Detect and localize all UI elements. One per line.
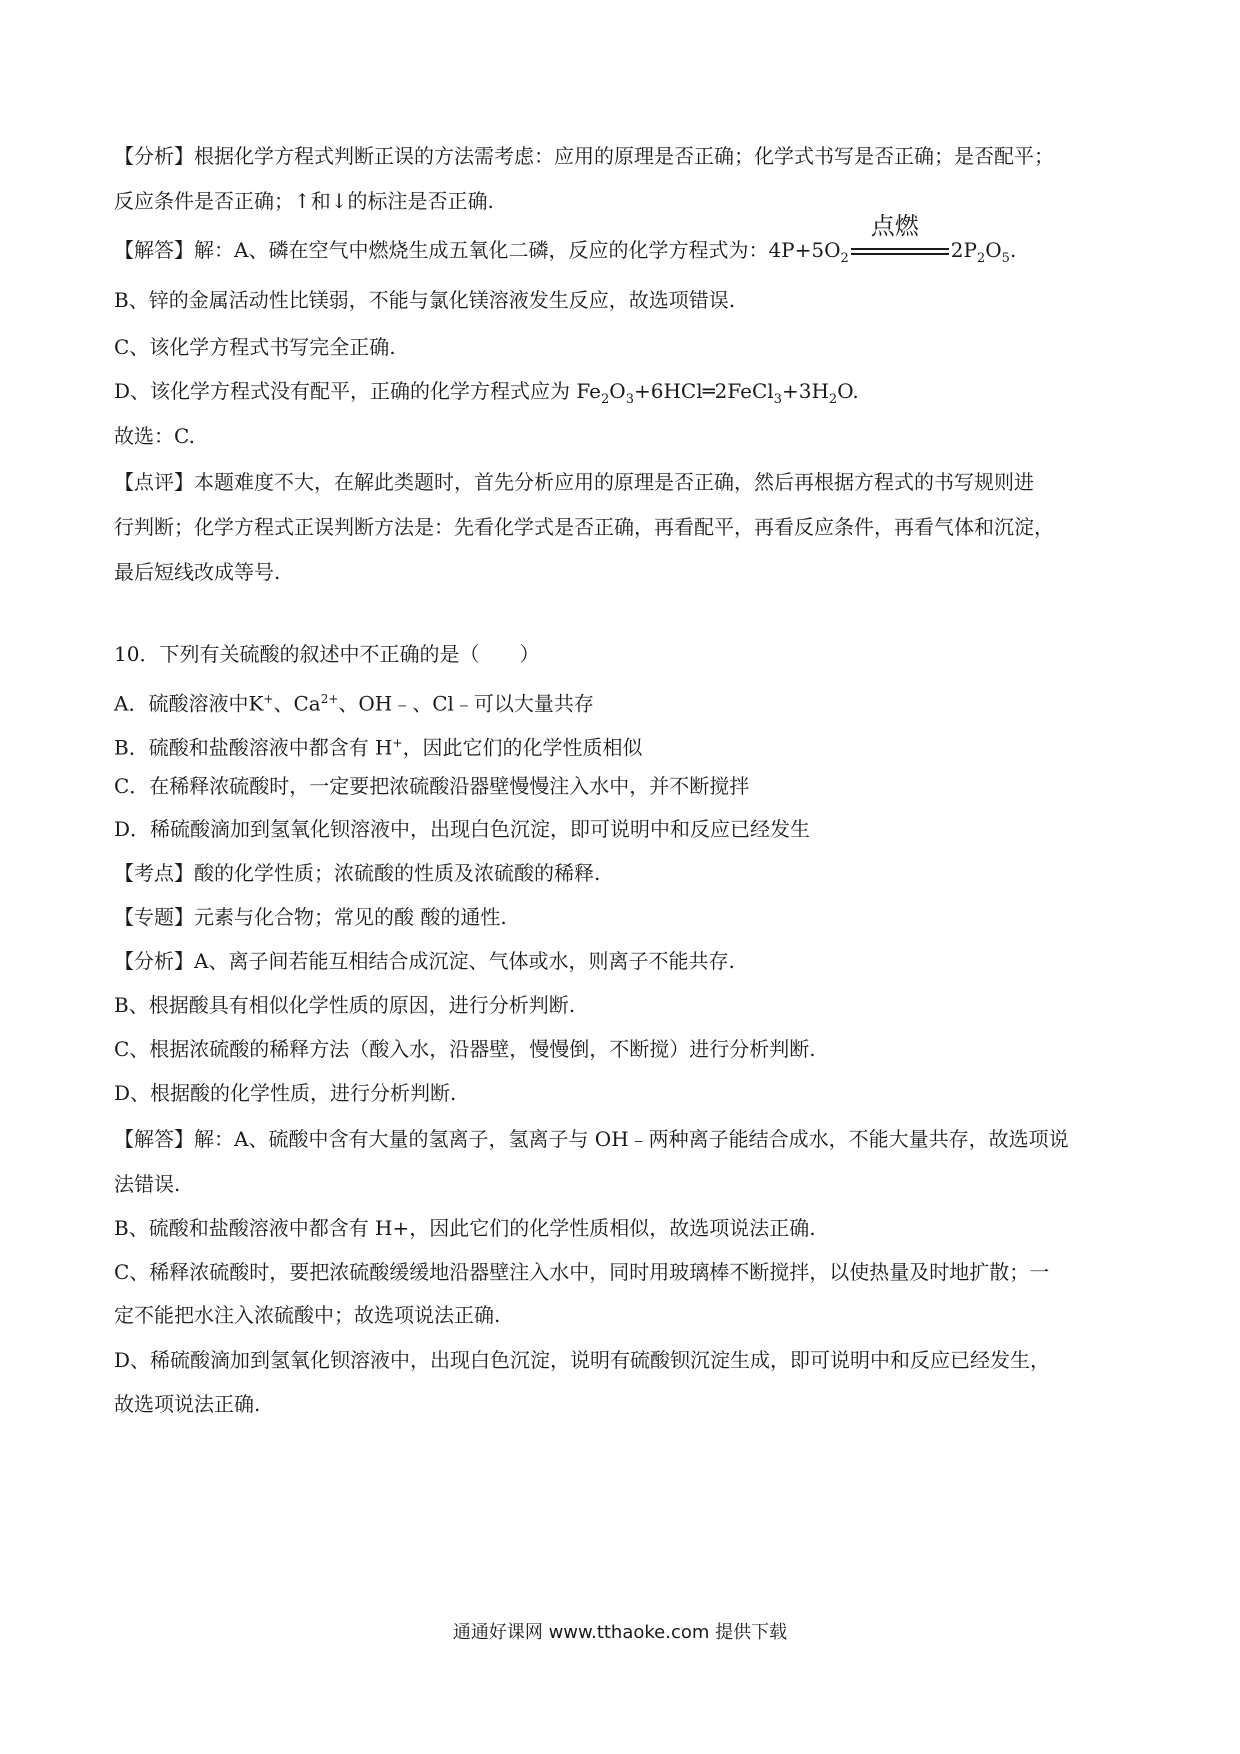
q10-analysis-c: C、根据浓硫酸的稀释方法（酸入水，沿器壁，慢慢倒，不断搅）进行分析判断. (114, 1037, 816, 1061)
answer-equation-prefix: 【解答】解：A、磷在空气中燃烧生成五氧化二磷，反应的化学方程式为：4P+5O (114, 238, 841, 262)
option-a-prefix: A．硫酸溶液中K (114, 691, 264, 716)
reaction-condition: 点燃 (870, 211, 919, 240)
zhuanti: 【专题】元素与化合物；常见的酸 酸的通性. (114, 905, 507, 929)
kaodian: 【考点】酸的化学性质；浓硫酸的性质及浓硫酸的稀释. (114, 861, 601, 885)
question-10-stem: 10．下列有关硫酸的叙述中不正确的是（ ） (114, 642, 540, 666)
comment-line-2: 行判断；化学方程式正误判断方法是：先看化学式是否正确，再看配平，再看反应条件，再看气体和沉淀， (114, 515, 1054, 539)
q10-analysis-b: B、根据酸具有相似化学性质的原因，进行分析判断. (114, 993, 576, 1017)
option-b-prefix: B．硫酸和盐酸溶液中都含有 H (114, 735, 393, 760)
o2-subscript: 2 (840, 251, 849, 266)
option-a-mid: 、Ca (273, 691, 321, 716)
option-a-end: 、OH﹣、Cl﹣可以大量共存 (338, 691, 594, 716)
q10-answer-b: B、硫酸和盐酸溶液中都含有 H+，因此它们的化学性质相似，故选项说法正确. (114, 1216, 816, 1240)
cl3-subscript: 3 (773, 392, 782, 407)
o3-subscript: 3 (625, 392, 634, 407)
answer-c: C、该化学方程式书写完全正确. (114, 335, 396, 359)
page-footer: 通通好课网 www.tthaoke.com 提供下载 (452, 1622, 788, 1643)
analysis-line-1: 【分析】根据化学方程式判断正误的方法需考虑：应用的原理是否正确；化学式书写是否正确；是否配平； (114, 144, 1054, 168)
option-a (114, 685, 1134, 718)
option-b-end: ，因此它们的化学性质相似 (402, 735, 643, 760)
d-h: +3H (781, 379, 829, 403)
option-b (114, 729, 1134, 762)
q10-analysis-a: 【分析】A、离子间若能互相结合成沉淀、气体或水，则离子不能共存. (114, 949, 735, 973)
h2-subscript: 2 (828, 392, 838, 407)
equation-period: . (1009, 238, 1017, 262)
comment-line-3: 最后短线改成等号. (114, 560, 281, 584)
d-end: O. (837, 379, 859, 403)
analysis-line-2: 反应条件是否正确；↑和↓的标注是否正确. (114, 189, 494, 213)
answer-d (114, 377, 1134, 414)
q10-analysis-d: D、根据酸的化学性质，进行分析判断. (114, 1081, 457, 1105)
product-2p: 2P (950, 238, 977, 262)
answer-d-prefix: D、该化学方程式没有配平，正确的化学方程式应为 Fe (114, 379, 602, 403)
d-mid: +6HCl═2FeCl (633, 379, 774, 403)
q10-answer-c-2: 定不能把水注入浓硫酸中；故选项说法正确. (114, 1303, 501, 1327)
answer-equation-line (114, 211, 1134, 273)
q10-answer-a-2: 法错误. (114, 1172, 181, 1196)
h-superscript: + (392, 736, 403, 750)
fe-subscript: 2 (601, 392, 610, 407)
choice-answer: 故选：C. (114, 424, 195, 448)
reaction-condition-arrow (851, 211, 949, 262)
q10-answer-c-1: C、稀释浓硫酸时，要把浓硫酸缓缓地沿器壁注入水中，同时用玻璃棒不断搅拌，以使热量及时地扩散；一 (114, 1260, 1050, 1284)
q10-answer-d-2: 故选项说法正确. (114, 1392, 261, 1416)
k-superscript: + (263, 692, 274, 706)
d-o: O (609, 379, 626, 403)
product-o: O (985, 238, 1002, 262)
option-c: C．在稀释浓硫酸时，一定要把浓硫酸沿器壁慢慢注入水中，并不断搅拌 (114, 774, 750, 798)
o5-subscript: 5 (1001, 251, 1010, 266)
p2-subscript: 2 (976, 251, 986, 266)
q10-answer-d-1: D、稀硫酸滴加到氢氧化钡溶液中，出现白色沉淀，说明有硫酸钡沉淀生成，即可说明中和反应已经发生， (114, 1348, 1051, 1372)
comment-line-1: 【点评】本题难度不大，在解此类题时，首先分析应用的原理是否正确，然后再根据方程式的书写规则进 (114, 470, 1034, 494)
option-d: D．稀硫酸滴加到氢氧化钡溶液中，出现白色沉淀，即可说明中和反应已经发生 (114, 817, 811, 841)
ca-superscript: 2+ (320, 692, 339, 706)
equals-bar-top (851, 248, 949, 250)
q10-answer-a-1: 【解答】解：A、硫酸中含有大量的氢离子，氢离子与 OH﹣两种离子能结合成水，不能大量共存，故选项说 (114, 1127, 1069, 1151)
equals-bar-bottom (851, 253, 949, 255)
answer-b: B、锌的金属活动性比镁弱，不能与氯化镁溶液发生反应，故选项错误. (114, 288, 736, 312)
